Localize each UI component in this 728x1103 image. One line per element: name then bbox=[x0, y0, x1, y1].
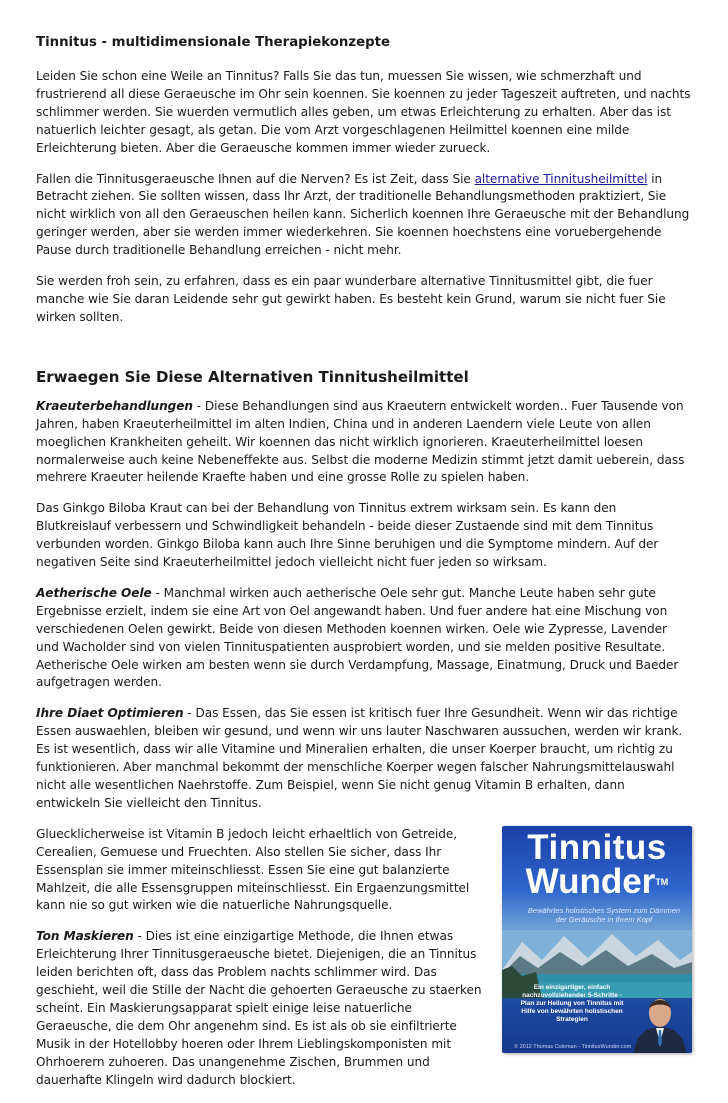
document-title: Tinnitus - multidimensionale Therapiekonzepte bbox=[36, 35, 391, 50]
book-title-line-1: Tinnitus bbox=[527, 827, 667, 867]
oils-lead: Aetherische Oele bbox=[36, 585, 152, 600]
oils-paragraph bbox=[36, 585, 692, 692]
herbs-lead: Kraeuterbehandlungen bbox=[36, 398, 193, 413]
diet-paragraph bbox=[36, 705, 692, 812]
diet-text: - Das Essen, das Sie essen ist kritisch fuer Ihre Gesundheit. Wenn wir das richtige Essen auswaehlen, bleiben wir gesund, und wenn wir uns lauter Naschwaren aussuchen, werden wir krank. Es ist wesentlich, dass wir alle Vitamine und Mineralien erhalten, die unser Koerper braucht, um richtig zu funktionieren. Aber manchmal bekommt der menschliche Koerper wegen falscher Nahrungsmittelauswahl nicht alle wesentlichen Naehrstoffe. Zum Beispiel, wenn Sie nicht genug Vitamin B erhalten, dann entwickeln Sie vielleicht den Tinnitus. bbox=[36, 706, 683, 810]
document-page bbox=[36, 34, 692, 1103]
herbs-paragraph bbox=[36, 398, 692, 488]
intro-paragraph-3: Sie werden froh sein, zu erfahren, dass es ein paar wunderbare alternative Tinnitusmittel gibt, die fuer manche wie Sie daran Leidende sehr gut gewirkt haben. Es besteht kein Grund, warum sie nicht fuer Sie wirken sollten. bbox=[36, 274, 666, 324]
oils-text: - Manchmal wirken auch aetherische Oele sehr gut. Manche Leute haben sehr gute Ergebnisse erzielt, indem sie eine Art von Oel angewandt haben. Und fuer andere hat eine Mischung von verschiedenen Oelen gewirkt. Beide von diesen Methoden koennen wirken. Oele wie Zypresse, Lavender und Wacholder sind von vielen Tinnituspatienten ausprobiert worden, und sie melden positive Resultate. Aetherische Oele wirken am besten wenn sie durch Verdampfung, Massage, Einatmung, Druck und Baeder aufgetragen werden. bbox=[36, 585, 679, 690]
vitamin-b-paragraph: Gluecklicherweise ist Vitamin B jedoch leicht erhaeltlich von Getreide, Cerealien, Gemuese und Fruechten. Also stellen Sie sicher, dass Ihr Essensplan sie immer miteinschliesst. Essen Sie eine gut balanzierte Mahlzeit, die alle Essensgruppen miteinschliesst. Ein Ergaenzungsmittel kann nie so gut wirken wie die natuerliche Nahrungsquelle. bbox=[36, 826, 470, 913]
intro-paragraph-1: Leiden Sie schon eine Weile an Tinnitus? Falls Sie das tun, muessen Sie wissen, wie schmerzhaft und frustrierend all diese Geraeusche im Ohr sein koennen. Sie koennen zu jeder Tageszeit auftreten, und nachts schlimmer werden. Sie wuerden vermutlich alles geben, um etwas Erleichterung zu erhalten. Aber das ist natuerlich leichter gesagt, als getan. Die vom Arzt vorgeschlagenen Heilmittel koennen eine milde Erleichterung bieten. Aber die Geraeusche kommen immer wieder zurueck. bbox=[36, 69, 691, 155]
ginkgo-paragraph: Das Ginkgo Biloba Kraut can bei der Behandlung von Tinnitus extrem wirksam sein. Es kann den Blutkreislauf verbessern und Schwindligkeit behandeln - beide dieser Zustaende sind mit dem Tinnitus verbunden worden. Ginkgo Biloba kann auch Ihre Sinne beruhigen und die Symptome mindern. Auf der negativen Seite sind Kraeuterheilmittel jedoch vielleicht nicht fuer jeden so wirksam. bbox=[36, 501, 659, 570]
intro-paragraph-2 bbox=[36, 171, 692, 261]
diet-lead: Ihre Diaet Optimieren bbox=[36, 706, 184, 721]
intro-p2-text-after: in Betracht ziehen. Sie sollten wissen, dass Ihr Arzt, der traditionelle Behandlungsmethoden praktiziert, Sie nicht wirklich von all den Geraeuschen heilen kann. Sicherlich koennen Ihre Geraeusche mit der Behandlung geringer werden, aber sie werden immer wiederkehren. Sie koennen hoechstens eine voruebergehende Pause durch traditionelle Behandlung erreichen - nicht mehr. bbox=[36, 171, 690, 258]
book-subtitle: Bewährtes holistisches System zum Dämmen der Geräusche in Ihrem Kopf bbox=[527, 905, 681, 925]
alternative-remedies-link[interactable]: alternative Tinnitusheilmittel bbox=[474, 171, 648, 186]
intro-p2-text-before: Fallen die Tinnitusgeraeusche Ihnen auf die Nerven? Es ist Zeit, dass Sie bbox=[36, 171, 475, 186]
book-title-line-2 bbox=[502, 861, 692, 901]
author-portrait bbox=[628, 983, 692, 1053]
masking-lead: Ton Maskieren bbox=[36, 929, 134, 944]
section-heading: Erwaegen Sie Diese Alternativen Tinnitusheilmittel bbox=[36, 367, 469, 386]
book-blurb: Ein einzigartiger, einfach nachzuvollziehender 5-Schritte -Plan zur Heilung von Tinnitus mit Hilfe von bewährten holistischen Strategien bbox=[520, 983, 624, 1023]
trademark-mark: TM bbox=[655, 876, 669, 887]
masking-text: - Dies ist eine einzigartige Methode, die Ihnen etwas Erleichterung Ihrer Tinnitusgeraeusche bietet. Diejenigen, die an Tinnitus leiden berichten oft, dass das Problem nachts schlimmer wird. Das geschieht, weil die Stille der Nacht die gehoerten Geraeusche zu staerken scheint. Ein Maskierungsapparat spielt einige leise natuerliche Geraeusche, die dem Ohr angenehm sind. Es ist als ob sie einfiltrierte Musik in der Hotellobby hoeren oder Ihrem Lieblingskomponisten mit Ohrhoerern zuhoeren. Das unangenehme Zischen, Brummen und dauerhafte Klingeln wird dadurch blockiert. bbox=[36, 929, 482, 1087]
book-copyright: © 2012 Thomas Coleman - TinnitusWunder.com bbox=[514, 1043, 632, 1050]
book-cover-image bbox=[502, 826, 692, 1053]
herbs-text: - Diese Behandlungen sind aus Kraeutern entwickelt worden.. Fuer Tausende von Jahren, haben Kraeuterheilmittel im alten Indien, China und in anderen Laendern viele Leute von allen moeglichen Krankheiten geheilt. Wir koennen das nicht wirklich ignorieren. Kraeuterheilmittel loesen normalerweise auch keine Nebeneffekte aus. Selbst die moderne Medizin stimmt jetzt damit ueberein, dass mehrere Kraeuter heilende Kraefte haben und eine grosse Rolle zu spielen haben. bbox=[36, 398, 685, 485]
book-title-word: Wunder bbox=[525, 861, 656, 901]
